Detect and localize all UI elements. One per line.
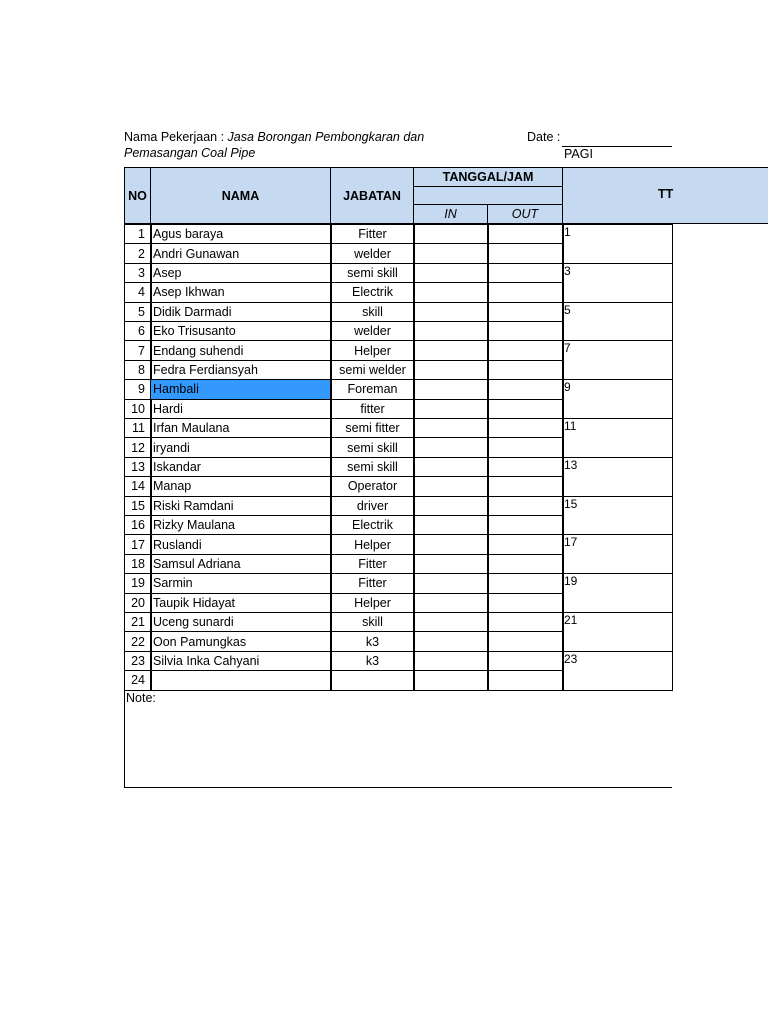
cell-out[interactable]	[487, 554, 564, 574]
cell-out[interactable]	[487, 302, 564, 322]
tt-signature-cell[interactable]: 7	[562, 340, 673, 380]
cell-nama[interactable]: Eko Trisusanto	[150, 321, 332, 341]
cell-out[interactable]	[487, 651, 564, 671]
cell-jabatan[interactable]: fitter	[330, 399, 415, 419]
cell-nama[interactable]: iryandi	[150, 437, 332, 457]
tt-signature-cell[interactable]: 17	[562, 534, 673, 574]
cell-in[interactable]	[413, 302, 489, 322]
cell-out[interactable]	[487, 496, 564, 516]
tt-signature-cell[interactable]: 21	[562, 612, 673, 652]
cell-no[interactable]: 16	[124, 515, 152, 535]
cell-no[interactable]: 5	[124, 302, 152, 322]
cell-nama[interactable]: Ruslandi	[150, 534, 332, 554]
cell-out[interactable]	[487, 476, 564, 496]
cell-jabatan[interactable]: Foreman	[330, 379, 415, 399]
cell-out[interactable]	[487, 534, 564, 554]
cell-in[interactable]	[413, 651, 489, 671]
cell-in[interactable]	[413, 437, 489, 457]
cell-jabatan[interactable]: welder	[330, 243, 415, 263]
cell-jabatan[interactable]: skill	[330, 302, 415, 322]
cell-no[interactable]: 3	[124, 263, 152, 283]
cell-out[interactable]	[487, 573, 564, 593]
cell-jabatan[interactable]: k3	[330, 651, 415, 671]
cell-no[interactable]: 18	[124, 554, 152, 574]
cell-nama[interactable]: Didik Darmadi	[150, 302, 332, 322]
header-tanggal-jam: TANGGAL/JAM	[413, 167, 563, 187]
cell-in[interactable]	[413, 554, 489, 574]
cell-nama[interactable]: Taupik Hidayat	[150, 593, 332, 613]
cell-in[interactable]	[413, 534, 489, 554]
header-out: OUT	[487, 204, 563, 224]
cell-no[interactable]: 2	[124, 243, 152, 263]
cell-nama[interactable]: Hambali	[150, 379, 332, 399]
cell-jabatan[interactable]: Electrik	[330, 515, 415, 535]
cell-no[interactable]: 22	[124, 631, 152, 651]
header-tt: TT	[658, 187, 674, 201]
cell-in[interactable]	[413, 282, 489, 302]
cell-out[interactable]	[487, 399, 564, 419]
note-box[interactable]	[124, 690, 672, 788]
cell-no[interactable]: 23	[124, 651, 152, 671]
cell-nama[interactable]: Fedra Ferdiansyah	[150, 360, 332, 380]
cell-nama[interactable]: Manap	[150, 476, 332, 496]
job-label-line	[124, 130, 424, 144]
cell-out[interactable]	[487, 515, 564, 535]
cell-no[interactable]: 14	[124, 476, 152, 496]
date-label: Date :	[527, 130, 561, 144]
cell-no[interactable]: 4	[124, 282, 152, 302]
cell-nama[interactable]: Irfan Maulana	[150, 418, 332, 438]
cell-out[interactable]	[487, 282, 564, 302]
cell-nama[interactable]: Rizky Maulana	[150, 515, 332, 535]
tt-signature-cell[interactable]: 13	[562, 457, 673, 497]
cell-in[interactable]	[413, 670, 489, 690]
cell-no[interactable]: 6	[124, 321, 152, 341]
cell-jabatan[interactable]: Electrik	[330, 282, 415, 302]
cell-in[interactable]	[413, 612, 489, 632]
cell-in[interactable]	[413, 496, 489, 516]
cell-out[interactable]	[487, 670, 564, 690]
cell-out[interactable]	[487, 224, 564, 244]
cell-nama[interactable]: Sarmin	[150, 573, 332, 593]
cell-no[interactable]: 12	[124, 437, 152, 457]
cell-in[interactable]	[413, 593, 489, 613]
cell-jabatan[interactable]: semi skill	[330, 437, 415, 457]
cell-in[interactable]	[413, 515, 489, 535]
tt-signature-cell[interactable]: 19	[562, 573, 673, 613]
cell-out[interactable]	[487, 418, 564, 438]
cell-jabatan[interactable]: semi skill	[330, 263, 415, 283]
cell-out[interactable]	[487, 437, 564, 457]
cell-no[interactable]: 10	[124, 399, 152, 419]
cell-jabatan[interactable]: Fitter	[330, 554, 415, 574]
header-nama: NAMA	[150, 167, 331, 224]
cell-no[interactable]: 9	[124, 379, 152, 399]
header-no: NO	[124, 167, 151, 224]
cell-nama[interactable]: Andri Gunawan	[150, 243, 332, 263]
cell-nama[interactable]: Samsul Adriana	[150, 554, 332, 574]
tt-signature-cell[interactable]: 23	[562, 651, 673, 691]
tt-signature-cell[interactable]: 9	[562, 379, 673, 419]
tt-signature-cell[interactable]: 11	[562, 418, 673, 458]
cell-jabatan[interactable]: Fitter	[330, 573, 415, 593]
cell-in[interactable]	[413, 399, 489, 419]
header-in: IN	[413, 204, 488, 224]
cell-nama[interactable]	[150, 670, 332, 690]
cell-no[interactable]: 1	[124, 224, 152, 244]
cell-out[interactable]	[487, 612, 564, 632]
cell-jabatan[interactable]	[330, 670, 415, 690]
cell-jabatan[interactable]: Helper	[330, 593, 415, 613]
cell-jabatan[interactable]: Helper	[330, 534, 415, 554]
cell-in[interactable]	[413, 321, 489, 341]
cell-jabatan[interactable]: skill	[330, 612, 415, 632]
cell-in[interactable]	[413, 224, 489, 244]
cell-no[interactable]: 7	[124, 340, 152, 360]
cell-jabatan[interactable]: Helper	[330, 340, 415, 360]
cell-no[interactable]: 11	[124, 418, 152, 438]
shift-label: PAGI	[564, 147, 593, 161]
cell-out[interactable]	[487, 340, 564, 360]
cell-jabatan[interactable]: semi welder	[330, 360, 415, 380]
tt-signature-cell[interactable]: 15	[562, 496, 673, 536]
cell-in[interactable]	[413, 418, 489, 438]
cell-no[interactable]: 24	[124, 670, 152, 690]
cell-nama[interactable]: Riski Ramdani	[150, 496, 332, 516]
cell-out[interactable]	[487, 263, 564, 283]
cell-jabatan[interactable]: k3	[330, 631, 415, 651]
cell-no[interactable]: 21	[124, 612, 152, 632]
cell-nama[interactable]: Hardi	[150, 399, 332, 419]
cell-in[interactable]	[413, 243, 489, 263]
tt-signature-cell[interactable]: 1	[562, 224, 673, 264]
job-title-line1: Jasa Borongan Pembongkaran dan	[227, 130, 425, 144]
cell-in[interactable]	[413, 360, 489, 380]
cell-jabatan[interactable]: Fitter	[330, 224, 415, 244]
note-label: Note:	[126, 691, 156, 705]
cell-jabatan[interactable]: welder	[330, 321, 415, 341]
cell-nama[interactable]: Asep	[150, 263, 332, 283]
cell-no[interactable]: 20	[124, 593, 152, 613]
cell-no[interactable]: 17	[124, 534, 152, 554]
cell-nama[interactable]: Silvia Inka Cahyani	[150, 651, 332, 671]
header-tanggal-blank	[413, 186, 563, 205]
tt-signature-cell[interactable]: 5	[562, 302, 673, 342]
cell-jabatan[interactable]: driver	[330, 496, 415, 516]
cell-in[interactable]	[413, 457, 489, 477]
cell-out[interactable]	[487, 593, 564, 613]
tt-signature-cell[interactable]: 3	[562, 263, 673, 303]
cell-out[interactable]	[487, 360, 564, 380]
cell-out[interactable]	[487, 243, 564, 263]
cell-nama[interactable]: Asep Ikhwan	[150, 282, 332, 302]
cell-in[interactable]	[413, 340, 489, 360]
cell-in[interactable]	[413, 476, 489, 496]
cell-jabatan[interactable]: semi skill	[330, 457, 415, 477]
job-label: Nama Pekerjaan :	[124, 130, 228, 144]
cell-no[interactable]: 19	[124, 573, 152, 593]
job-title-line2: Pemasangan Coal Pipe	[124, 146, 256, 160]
cell-jabatan[interactable]: semi fitter	[330, 418, 415, 438]
cell-in[interactable]	[413, 379, 489, 399]
header-jabatan: JABATAN	[330, 167, 414, 224]
cell-nama[interactable]: Oon Pamungkas	[150, 631, 332, 651]
cell-in[interactable]	[413, 573, 489, 593]
cell-no[interactable]: 15	[124, 496, 152, 516]
cell-nama[interactable]: Iskandar	[150, 457, 332, 477]
cell-nama[interactable]: Agus baraya	[150, 224, 332, 244]
cell-out[interactable]	[487, 321, 564, 341]
cell-out[interactable]	[487, 457, 564, 477]
cell-out[interactable]	[487, 631, 564, 651]
cell-in[interactable]	[413, 263, 489, 283]
cell-nama[interactable]: Endang suhendi	[150, 340, 332, 360]
cell-no[interactable]: 13	[124, 457, 152, 477]
cell-nama[interactable]: Uceng sunardi	[150, 612, 332, 632]
cell-in[interactable]	[413, 631, 489, 651]
cell-out[interactable]	[487, 379, 564, 399]
cell-jabatan[interactable]: Operator	[330, 476, 415, 496]
cell-no[interactable]: 8	[124, 360, 152, 380]
